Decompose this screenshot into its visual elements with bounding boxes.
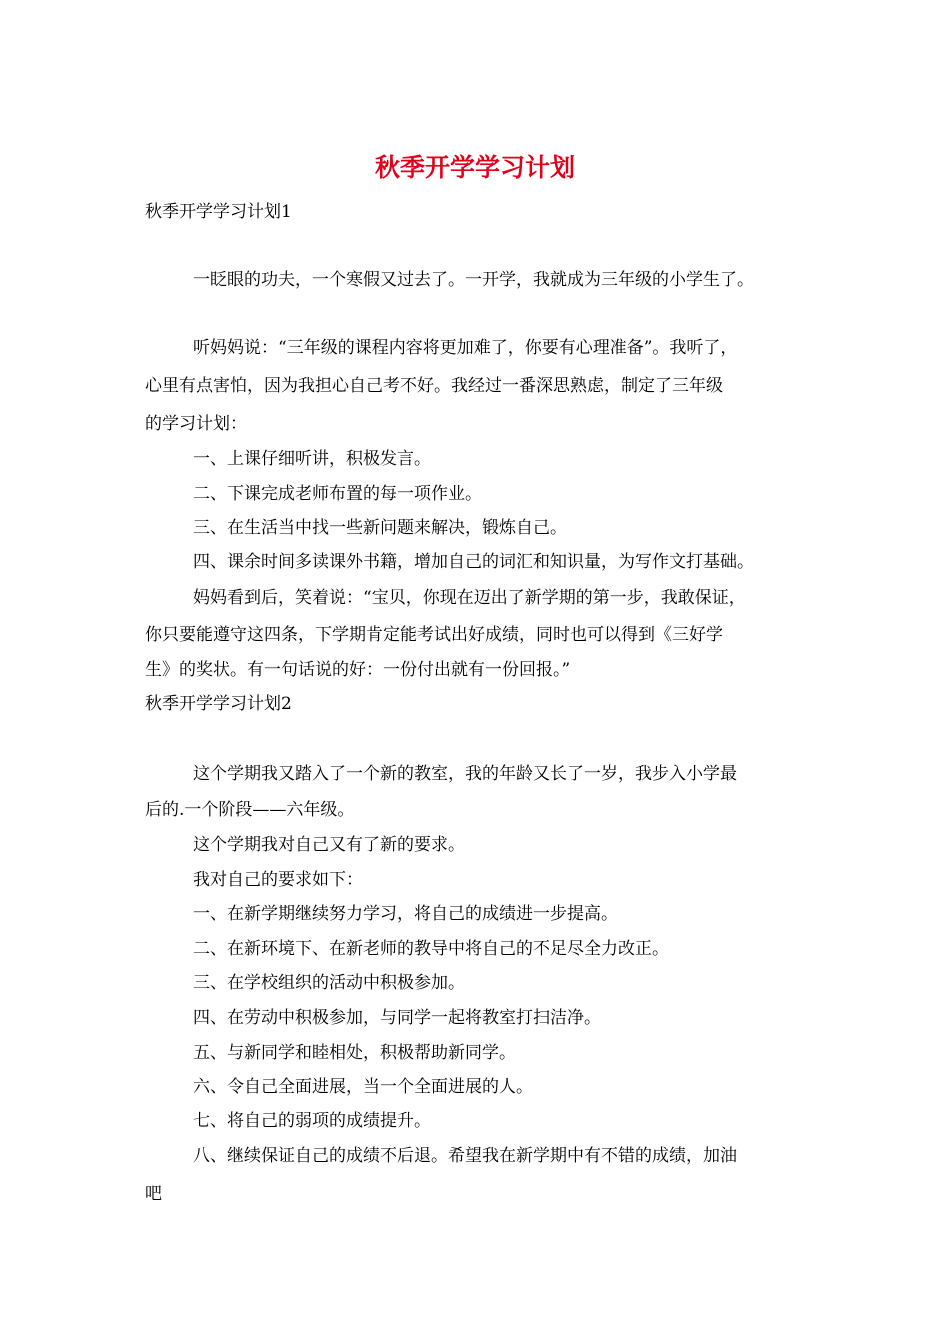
list-item: 七、将自己的弱项的成绩提升。	[193, 1111, 431, 1131]
paragraph-line: 妈妈看到后，笑着说：“宝贝，你现在迈出了新学期的第一步，我敢保证，	[193, 588, 746, 608]
document-title: 秋季开学学习计划	[374, 153, 575, 182]
paragraph-line: 后的.一个阶段——六年级。	[145, 800, 355, 820]
section-1-heading: 秋季开学学习计划1	[145, 202, 292, 222]
list-item: 六、令自己全面进展，当一个全面进展的人。	[193, 1077, 533, 1097]
list-item: 二、在新环境下、在新老师的教导中将自己的不足尽全力改正。	[193, 939, 669, 959]
paragraph-line: 这个学期我对自己又有了新的要求。	[193, 835, 465, 855]
list-item: 四、课余时间多读课外书籍，增加自己的词汇和知识量，为写作文打基础。	[193, 552, 754, 572]
list-item: 一、在新学期继续努力学习，将自己的成绩进一步提高。	[193, 904, 618, 924]
paragraph-line: 一眨眼的功夫，一个寒假又过去了。一开学，我就成为三年级的小学生了。	[193, 270, 754, 290]
paragraph-line: 生》的奖状。有一句话说的好：一份付出就有一份回报。”	[145, 660, 571, 680]
paragraph-line: 这个学期我又踏入了一个新的教室，我的年龄又长了一岁，我步入小学最	[193, 764, 737, 784]
paragraph-line: 吧	[145, 1184, 162, 1204]
list-item: 三、在生活当中找一些新问题来解决，锻炼自己。	[193, 518, 567, 538]
paragraph-line: 听妈妈说：“三年级的课程内容将更加难了，你要有心理准备”。我听了，	[193, 338, 738, 358]
section-2-heading: 秋季开学学习计划2	[145, 694, 292, 714]
list-item: 一、上课仔细听讲，积极发言。	[193, 449, 431, 469]
paragraph-line: 我对自己的要求如下：	[193, 870, 363, 890]
paragraph-line: 你只要能遵守这四条，下学期肯定能考试出好成绩，同时也可以得到《三好学	[145, 625, 723, 645]
list-item: 三、在学校组织的活动中积极参加。	[193, 973, 465, 993]
list-item: 四、在劳动中积极参加，与同学一起将教室打扫洁净。	[193, 1008, 601, 1028]
paragraph-line: 心里有点害怕，因为我担心自己考不好。我经过一番深思熟虑，制定了三年级	[145, 376, 723, 396]
list-item: 二、下课完成老师布置的每一项作业。	[193, 484, 482, 504]
list-item: 五、与新同学和睦相处，积极帮助新同学。	[193, 1043, 516, 1063]
list-item: 八、继续保证自己的成绩不后退。希望我在新学期中有不错的成绩，加油	[193, 1146, 737, 1166]
paragraph-line: 的学习计划：	[145, 414, 247, 434]
